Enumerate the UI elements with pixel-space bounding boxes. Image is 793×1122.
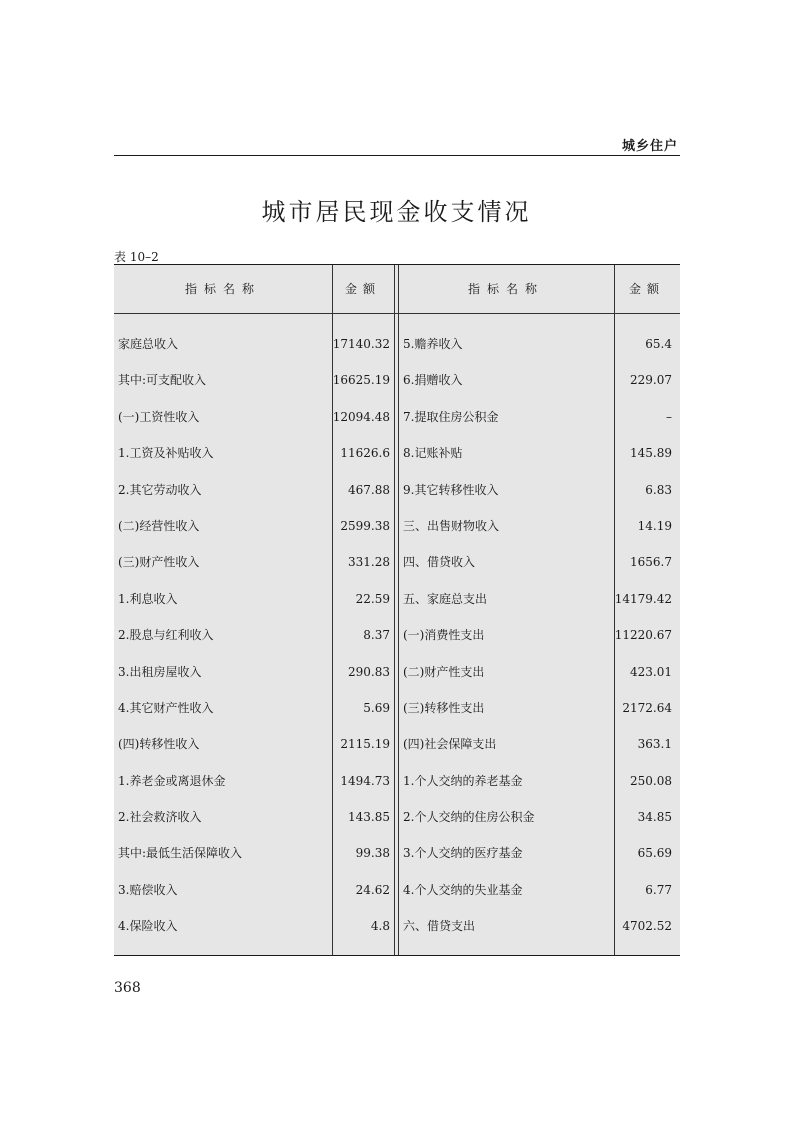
table-row — [114, 435, 680, 471]
left-indicator-name: (二)经营性收入 — [118, 518, 200, 533]
left-amount-value: 5.69 — [363, 700, 390, 715]
right-indicator-name: (二)财产性支出 — [403, 664, 485, 679]
left-indicator-name: 1.工资及补贴收入 — [118, 446, 214, 461]
right-indicator-name: 1.个人交纳的养老基金 — [403, 773, 523, 788]
table-row — [114, 544, 680, 580]
table-number: 表 10–2 — [114, 250, 159, 264]
table-row — [114, 399, 680, 435]
right-indicator-name: 5.赡养收入 — [403, 337, 463, 351]
page-title: 城市居民现金收支情况 — [261, 198, 532, 226]
header-divider — [114, 313, 680, 314]
right-amount-value: 11220.67 — [614, 628, 672, 643]
right-amount-value: 363.1 — [637, 737, 672, 752]
section-header — [114, 133, 680, 156]
left-amount-value: 12094.48 — [332, 409, 390, 424]
right-indicator-name: 3.个人交纳的医疗基金 — [403, 846, 523, 861]
right-indicator-name: 五、家庭总支出 — [403, 591, 488, 606]
right-indicator-name: 2.个人交纳的住房公积金 — [403, 810, 535, 825]
left-indicator-name: 1.利息收入 — [118, 591, 178, 606]
table-row — [114, 617, 680, 653]
table-row — [114, 508, 680, 544]
header-left-amount: 金额 — [344, 282, 381, 296]
right-indicator-name: 三、出售财物收入 — [403, 518, 500, 533]
header-right-amount: 金额 — [628, 282, 665, 296]
right-indicator-name: 8.记账补贴 — [403, 446, 463, 461]
page-number: 368 — [114, 980, 141, 996]
left-amount-value: 11626.6 — [340, 446, 390, 461]
left-indicator-name: (三)财产性收入 — [118, 555, 200, 570]
right-indicator-name: 7.提取住房公积金 — [403, 409, 499, 424]
left-indicator-name: 4.保险收入 — [118, 919, 178, 934]
right-amount-value: 14.19 — [637, 518, 672, 533]
right-amount-value: 14179.42 — [614, 591, 672, 606]
left-amount-value: 8.37 — [363, 628, 390, 643]
left-amount-value: 2599.38 — [340, 518, 390, 533]
right-amount-value: 6.83 — [645, 482, 672, 497]
left-indicator-name: 1.养老金或离退休金 — [118, 773, 226, 788]
table-row — [114, 872, 680, 908]
right-indicator-name: 六、借贷支出 — [403, 919, 476, 934]
left-amount-value: 1494.73 — [340, 773, 390, 788]
table-row — [114, 362, 680, 398]
left-amount-value: 16625.19 — [332, 373, 390, 388]
left-amount-value: 290.83 — [348, 664, 390, 679]
table-row — [114, 654, 680, 690]
right-amount-value: 34.85 — [637, 810, 672, 825]
right-amount-value: 1656.7 — [630, 555, 672, 570]
right-amount-value: 423.01 — [630, 664, 672, 679]
left-amount-value: 99.38 — [355, 846, 390, 861]
right-amount-value: 65.4 — [645, 337, 672, 351]
left-indicator-name: 3.赔偿收入 — [118, 882, 178, 897]
left-indicator-name: 2.股息与红利收入 — [118, 628, 214, 643]
table-row — [114, 799, 680, 835]
table-row — [114, 581, 680, 617]
table-row — [114, 726, 680, 762]
table-row — [114, 908, 680, 944]
left-indicator-name: 其中:最低生活保障收入 — [118, 846, 243, 861]
table-row — [114, 326, 680, 362]
table-row — [114, 690, 680, 726]
table-row — [114, 835, 680, 871]
left-indicator-name: 4.其它财产性收入 — [118, 700, 214, 715]
right-indicator-name: 6.捐赠收入 — [403, 373, 463, 388]
right-amount-value: 229.07 — [630, 373, 672, 388]
right-amount-value: 65.69 — [637, 846, 672, 861]
left-indicator-name: 2.社会救济收入 — [118, 810, 202, 825]
left-indicator-name: 其中:可支配收入 — [118, 373, 207, 388]
left-amount-value: 17140.32 — [332, 337, 390, 351]
left-indicator-name: 家庭总收入 — [118, 337, 179, 351]
left-amount-value: 331.28 — [348, 555, 390, 570]
right-indicator-name: 9.其它转移性收入 — [403, 482, 499, 497]
right-indicator-name: (一)消费性支出 — [403, 628, 485, 643]
right-amount-value: 6.77 — [645, 882, 672, 897]
data-table — [114, 264, 680, 956]
table-row — [114, 763, 680, 799]
header-right-name: 指标名称 — [467, 282, 544, 296]
left-indicator-name: 3.出租房屋收入 — [118, 664, 202, 679]
table-row — [114, 472, 680, 508]
left-amount-value: 2115.19 — [340, 737, 390, 752]
left-amount-value: 143.85 — [348, 810, 390, 825]
header-left-name: 指标名称 — [184, 282, 261, 296]
table-body — [114, 326, 680, 945]
left-amount-value: 22.59 — [355, 591, 390, 606]
left-amount-value: 467.88 — [348, 482, 390, 497]
right-amount-value: 2172.64 — [622, 700, 672, 715]
right-amount-value: – — [666, 409, 672, 424]
section-label: 城乡住户 — [621, 139, 678, 154]
left-amount-value: 4.8 — [370, 919, 390, 934]
right-indicator-name: (四)社会保障支出 — [403, 737, 497, 752]
left-indicator-name: 2.其它劳动收入 — [118, 482, 202, 497]
left-amount-value: 24.62 — [355, 882, 390, 897]
left-indicator-name: (一)工资性收入 — [118, 409, 200, 424]
right-amount-value: 4702.52 — [622, 919, 672, 934]
left-indicator-name: (四)转移性收入 — [118, 737, 200, 752]
right-indicator-name: 四、借贷收入 — [403, 555, 476, 570]
right-indicator-name: 4.个人交纳的失业基金 — [403, 882, 523, 897]
right-amount-value: 250.08 — [630, 773, 672, 788]
right-indicator-name: (三)转移性支出 — [403, 700, 485, 715]
right-amount-value: 145.89 — [630, 446, 672, 461]
